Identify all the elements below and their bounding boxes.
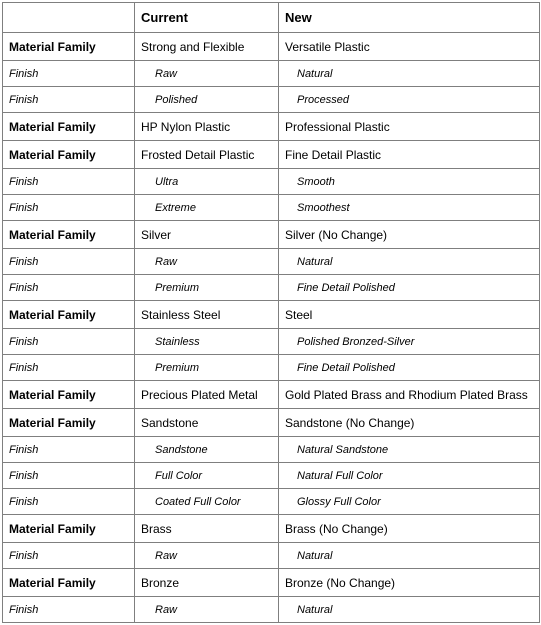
- material-family-row: [3, 381, 540, 409]
- current-material-cell: Stainless Steel: [135, 301, 279, 329]
- finish-row: [3, 87, 540, 113]
- new-material-cell: Versatile Plastic: [279, 33, 540, 61]
- new-finish-cell: Natural Sandstone: [279, 437, 540, 463]
- current-material-cell: Frosted Detail Plastic: [135, 141, 279, 169]
- row-label-finish: Finish: [3, 61, 135, 87]
- finish-row: [3, 329, 540, 355]
- new-material-cell: Silver (No Change): [279, 221, 540, 249]
- finish-row: [3, 169, 540, 195]
- row-label-material-family: Material Family: [3, 515, 135, 543]
- current-finish-cell: Raw: [135, 61, 279, 87]
- new-finish-cell: Natural Full Color: [279, 463, 540, 489]
- new-material-cell: Fine Detail Plastic: [279, 141, 540, 169]
- current-finish-cell: Stainless: [135, 329, 279, 355]
- new-finish-cell: Polished Bronzed-Silver: [279, 329, 540, 355]
- row-label-finish: Finish: [3, 355, 135, 381]
- current-finish-cell: Raw: [135, 597, 279, 623]
- current-finish-cell: Ultra: [135, 169, 279, 195]
- row-label-finish: Finish: [3, 543, 135, 569]
- new-finish-cell: Fine Detail Polished: [279, 275, 540, 301]
- material-family-row: [3, 515, 540, 543]
- finish-row: [3, 355, 540, 381]
- new-material-cell: Professional Plastic: [279, 113, 540, 141]
- new-finish-cell: Processed: [279, 87, 540, 113]
- new-material-cell: Steel: [279, 301, 540, 329]
- current-finish-cell: Premium: [135, 275, 279, 301]
- row-label-material-family: Material Family: [3, 141, 135, 169]
- row-label-finish: Finish: [3, 437, 135, 463]
- material-family-row: [3, 221, 540, 249]
- table-header-row: [3, 3, 540, 33]
- table-body: [3, 33, 540, 623]
- current-material-cell: Brass: [135, 515, 279, 543]
- new-finish-cell: Natural: [279, 61, 540, 87]
- row-label-finish: Finish: [3, 463, 135, 489]
- material-family-row: [3, 301, 540, 329]
- current-material-cell: Bronze: [135, 569, 279, 597]
- new-material-cell: Bronze (No Change): [279, 569, 540, 597]
- row-label-finish: Finish: [3, 275, 135, 301]
- new-finish-cell: Glossy Full Color: [279, 489, 540, 515]
- new-finish-cell: Smoothest: [279, 195, 540, 221]
- row-label-material-family: Material Family: [3, 569, 135, 597]
- row-label-material-family: Material Family: [3, 113, 135, 141]
- new-finish-cell: Natural: [279, 543, 540, 569]
- row-label-material-family: Material Family: [3, 33, 135, 61]
- row-label-finish: Finish: [3, 329, 135, 355]
- material-family-row: [3, 113, 540, 141]
- material-family-row: [3, 141, 540, 169]
- row-label-material-family: Material Family: [3, 381, 135, 409]
- finish-row: [3, 437, 540, 463]
- row-label-material-family: Material Family: [3, 301, 135, 329]
- current-finish-cell: Polished: [135, 87, 279, 113]
- row-label-finish: Finish: [3, 87, 135, 113]
- finish-row: [3, 543, 540, 569]
- row-label-finish: Finish: [3, 249, 135, 275]
- new-material-cell: Sandstone (No Change): [279, 409, 540, 437]
- current-finish-cell: Extreme: [135, 195, 279, 221]
- new-finish-cell: Natural: [279, 597, 540, 623]
- material-mapping-table: [2, 2, 540, 623]
- row-label-finish: Finish: [3, 169, 135, 195]
- new-material-cell: Gold Plated Brass and Rhodium Plated Brass: [279, 381, 540, 409]
- row-label-material-family: Material Family: [3, 409, 135, 437]
- current-finish-cell: Premium: [135, 355, 279, 381]
- new-finish-cell: Fine Detail Polished: [279, 355, 540, 381]
- current-material-cell: HP Nylon Plastic: [135, 113, 279, 141]
- new-finish-cell: Smooth: [279, 169, 540, 195]
- current-material-cell: Precious Plated Metal: [135, 381, 279, 409]
- current-finish-cell: Full Color: [135, 463, 279, 489]
- row-label-material-family: Material Family: [3, 221, 135, 249]
- finish-row: [3, 195, 540, 221]
- material-family-row: [3, 409, 540, 437]
- finish-row: [3, 463, 540, 489]
- current-finish-cell: Raw: [135, 543, 279, 569]
- material-family-row: [3, 33, 540, 61]
- new-finish-cell: Natural: [279, 249, 540, 275]
- finish-row: [3, 249, 540, 275]
- new-material-cell: Brass (No Change): [279, 515, 540, 543]
- current-material-cell: Silver: [135, 221, 279, 249]
- finish-row: [3, 275, 540, 301]
- row-label-finish: Finish: [3, 195, 135, 221]
- current-finish-cell: Sandstone: [135, 437, 279, 463]
- row-label-finish: Finish: [3, 489, 135, 515]
- header-current: Current: [135, 3, 279, 33]
- row-label-finish: Finish: [3, 597, 135, 623]
- finish-row: [3, 61, 540, 87]
- finish-row: [3, 597, 540, 623]
- current-finish-cell: Raw: [135, 249, 279, 275]
- current-material-cell: Strong and Flexible: [135, 33, 279, 61]
- current-finish-cell: Coated Full Color: [135, 489, 279, 515]
- current-material-cell: Sandstone: [135, 409, 279, 437]
- header-blank-cell: [3, 3, 135, 33]
- finish-row: [3, 489, 540, 515]
- header-new: New: [279, 3, 540, 33]
- material-family-row: [3, 569, 540, 597]
